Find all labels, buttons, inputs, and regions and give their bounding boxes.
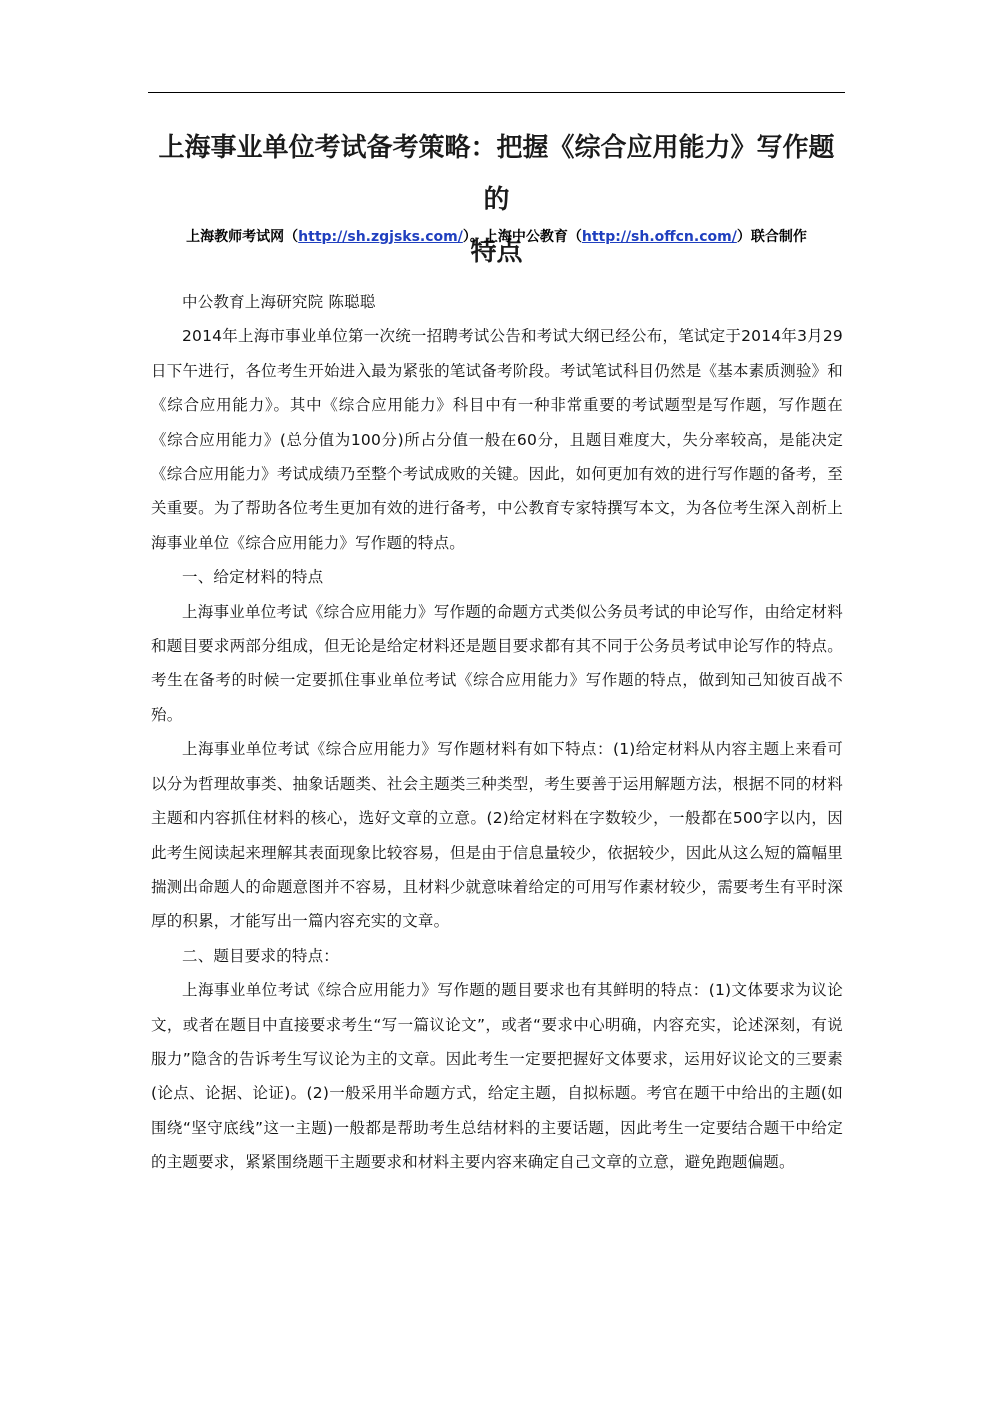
title-line-1: 上海事业单位考试备考策略：把握《综合应用能力》写作题的 [158, 133, 835, 215]
section-heading-requirements: 二、题目要求的特点： [182, 946, 340, 965]
paragraph-intro: 2014年上海市事业单位第一次统一招聘考试公告和考试大纲已经公布，笔试定于2014年3月29日下午进行，各位考生开始进入最为紧张的笔试备考阶段。考试笔试科目仍然是《基本素质测验》和《综合应用能力》。其中《综合应用能力》科目中有一种非常重要的考试题型是写作题，写作题在《综合应用能力》(总分值为100分)所占分值一般在60分，且题目难度大，失分率较高，是能决定《综合应用能力》考试成绩乃至整个考试成败的关键。因此，如何更加有效的进行写作题的备考，至关重要。为了帮助各位考生更加有效的进行备考，中公教育专家特撰写本文，为各位考生深入剖析上海事业单位《综合应用能力》写作题的特点。 [151, 327, 843, 552]
author-line: 中公教育上海研究院 陈聪聪 [182, 293, 376, 311]
source-prefix: 上海教师考试网（ [186, 229, 299, 245]
source-middle: ）。上海中公教育（ [462, 229, 582, 245]
paragraph-requirements-features: 上海事业单位考试《综合应用能力》写作题的题目要求也有其鲜明的特点：(1)文体要求为议论文，或者在题目中直接要求考生“写一篇议论文”，或者“要求中心明确，内容充实，论述深刻，有说服力”隐含的告诉考生写议论为主的文章。因此考生一定要把握好文体要求，运用好议论文的三要素(论点、论据、论证)。(2)一般采用半命题方式，给定主题，自拟标题。考官在题干中给出的主题(如围绕“坚守底线”这一主题)一般都是帮助考生总结材料的主要话题，因此考生一定要结合题干中给定的主题要求，紧紧围绕题干主题要求和材料主要内容来确定自己文章的立意，避免跑题偏题。 [151, 981, 843, 1172]
section-heading-materials: 一、给定材料的特点 [182, 568, 324, 587]
source-suffix: ）联合制作 [736, 229, 807, 245]
document-title [150, 122, 843, 278]
offcn-link[interactable]: http://sh.offcn.com/ [581, 229, 737, 245]
zgjsks-link[interactable]: http://sh.zgjsks.com/ [298, 229, 463, 245]
paragraph-materials-features: 上海事业单位考试《综合应用能力》写作题材料有如下特点：(1)给定材料从内容主题上来看可以分为哲理故事类、抽象话题类、社会主题类三种类型，考生要善于运用解题方法，根据不同的材料主题和内容抓住材料的核心，选好文章的立意。(2)给定材料在字数较少，一般都在500字以内，因此考生阅读起来理解其表面现象比较容易，但是由于信息量较少，依据较少，因此从这么短的篇幅里揣测出命题人的命题意图并不容易，且材料少就意味着给定的可用写作素材较少，需要考生有平时深厚的积累，才能写出一篇内容充实的文章。 [151, 740, 843, 931]
title-line-2: 特点 [470, 237, 523, 267]
article-body [151, 285, 843, 1180]
source-line [150, 227, 843, 247]
paragraph-materials-overview: 上海事业单位考试《综合应用能力》写作题的命题方式类似公务员考试的申论写作，由给定材料和题目要求两部分组成，但无论是给定材料还是题目要求都有其不同于公务员考试申论写作的特点。考生在备考的时候一定要抓住事业单位考试《综合应用能力》写作题的特点，做到知己知彼百战不殆。 [151, 602, 843, 724]
header-rule [148, 92, 845, 93]
